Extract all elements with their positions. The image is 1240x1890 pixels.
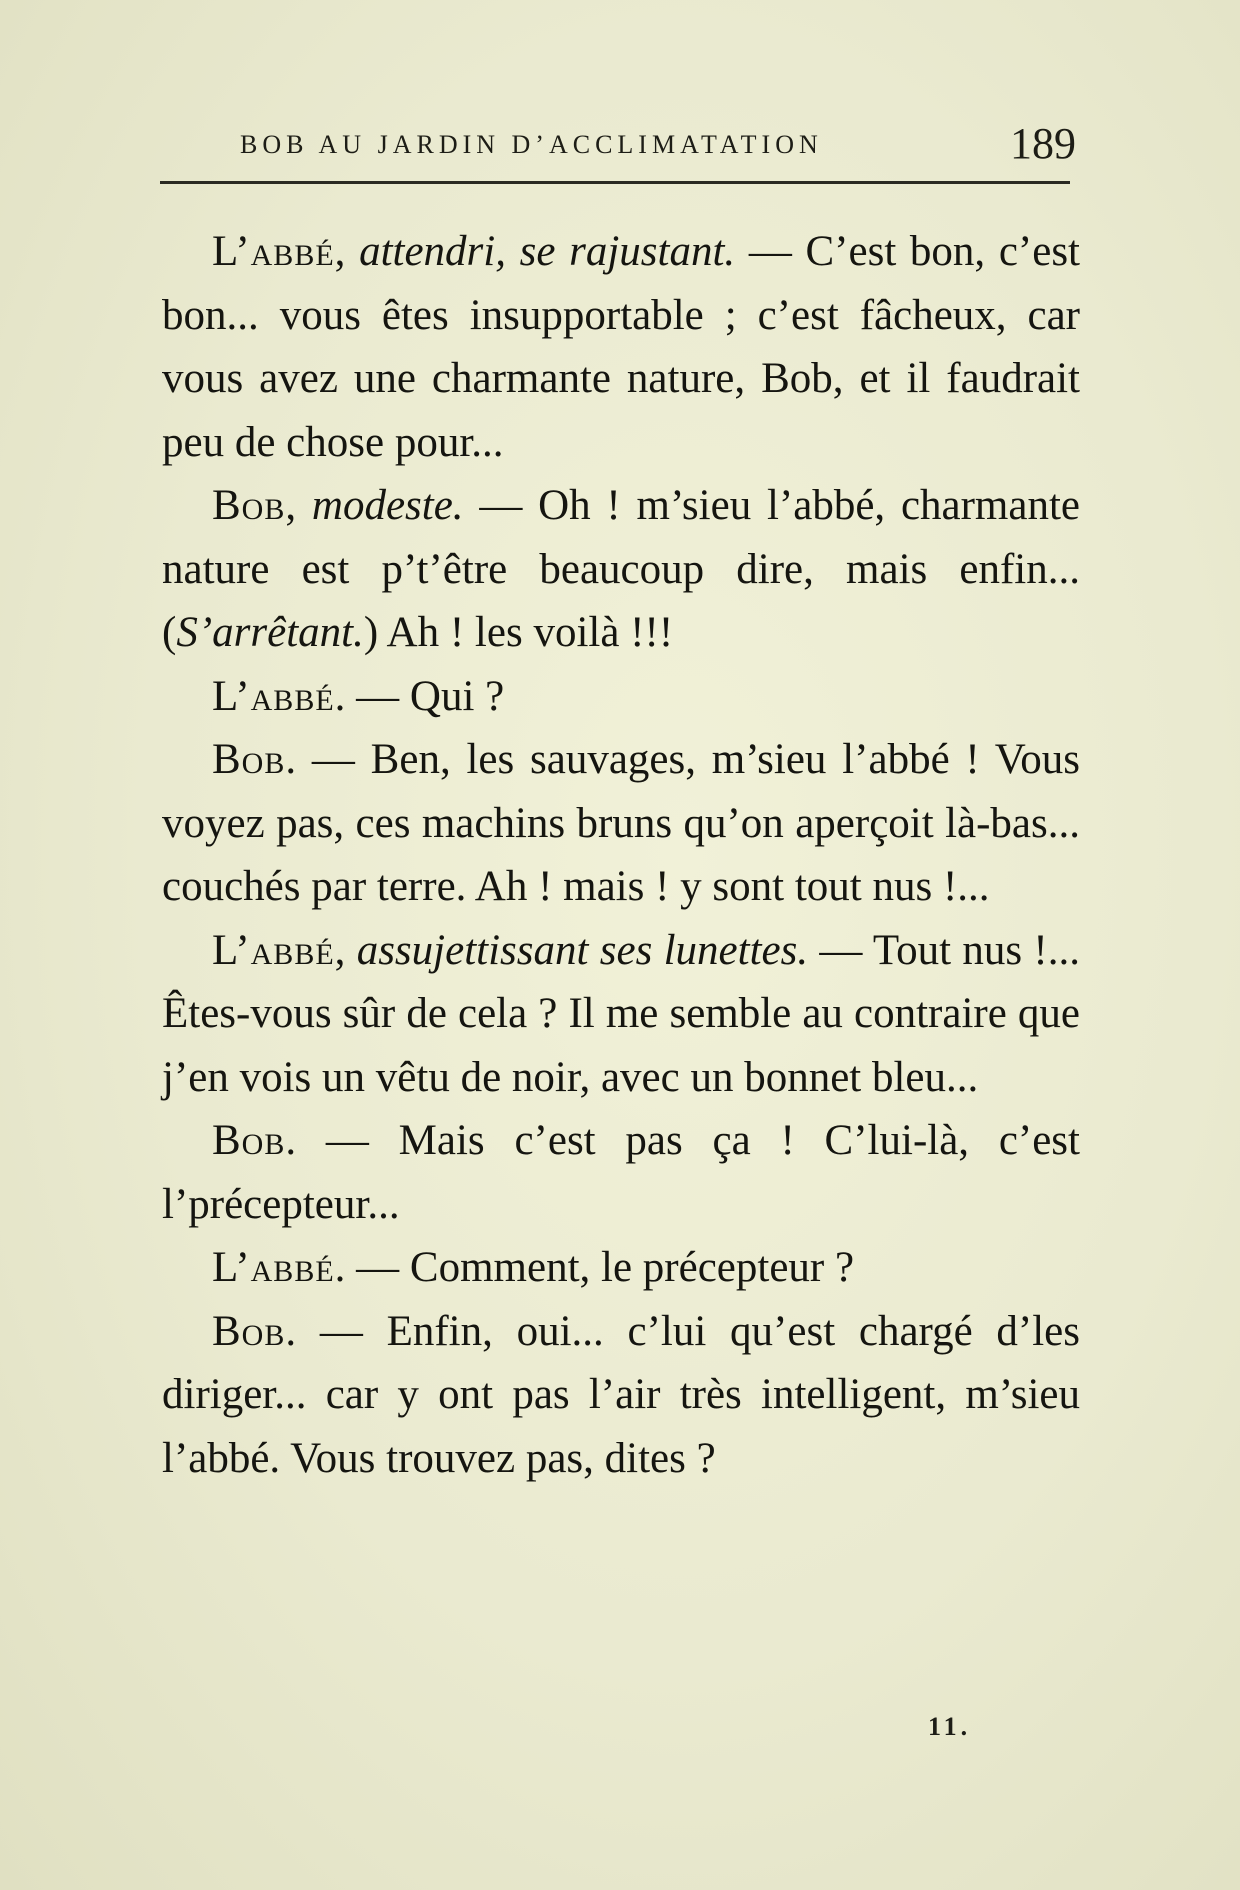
paragraph: [162, 919, 1080, 1110]
paragraph: [162, 220, 1080, 474]
dialogue-text: . — Enfin, oui... c’lui qu’est chargé d’les diriger... car y ont pas l’air très intelligent, m’sieu l’abbé. Vous trouvez pas, dites ?: [162, 1307, 1080, 1482]
dialogue-text: — C’est bon, c’est bon... vous êtes insupportable ; c’est fâcheux, car vous avez une charmante nature, Bob, et il faudrait peu de chose pour...: [162, 228, 1081, 466]
running-title: BOB AU JARDIN D’ACCLIMATATION: [240, 130, 823, 159]
dialogue-text: — Tout nus !... Êtes-vous sûr de cela ? Il me semble au contraire que j’en vois un vêtu de noir, avec un bonnet bleu...: [162, 926, 1080, 1101]
signature-mark: 11.: [928, 1712, 972, 1741]
paragraph: [162, 1236, 1080, 1300]
page-body: [162, 220, 1080, 1490]
stage-direction: S’arrêtant.: [176, 609, 364, 656]
speaker-name: L’abbé: [212, 228, 335, 275]
speaker-name: L’abbé: [212, 672, 335, 720]
stage-direction: modeste.: [311, 482, 464, 529]
dialogue-text: . — Ben, les sauvages, m’sieu l’abbé ! Vous voyez pas, ces machins bruns qu’on aperçoit là-bas... couchés par terre. Ah ! mais ! y sont tout nus !...: [162, 736, 1080, 910]
paragraph: [162, 1300, 1080, 1491]
separator: ,: [334, 926, 357, 974]
separator: ,: [285, 482, 312, 529]
stage-direction: assujettissant ses lunettes.: [356, 926, 809, 974]
speaker-name: Bob: [212, 736, 286, 783]
page-number: 189: [1010, 119, 1076, 168]
speaker-name: Bob: [212, 482, 286, 529]
paragraph: [162, 1109, 1080, 1236]
dialogue-text: . — Comment, le précepteur ?: [334, 1244, 855, 1291]
stage-direction: attendri, se rajustant.: [359, 228, 736, 275]
dialogue-text: ) Ah ! les voilà !!!: [363, 609, 674, 656]
separator: ,: [334, 228, 360, 275]
page-header: [240, 119, 1080, 174]
speaker-name: L’abbé: [212, 1244, 335, 1291]
dialogue-text: . — Qui ?: [334, 672, 505, 720]
paragraph: [162, 474, 1080, 665]
speaker-name: Bob: [212, 1307, 286, 1355]
paragraph: [162, 665, 1080, 729]
speaker-name: L’abbé: [212, 926, 335, 974]
paragraph: [162, 728, 1080, 919]
dialogue-text: — Oh ! m’sieu l’abbé, charmante nature est p’t’être beaucoup dire, mais enfin... (: [162, 482, 1080, 656]
header-rule: [160, 181, 1070, 184]
dialogue-text: . — Mais c’est pas ça ! C’lui-là, c’est l’précepteur...: [162, 1117, 1080, 1228]
speaker-name: Bob: [212, 1117, 286, 1164]
